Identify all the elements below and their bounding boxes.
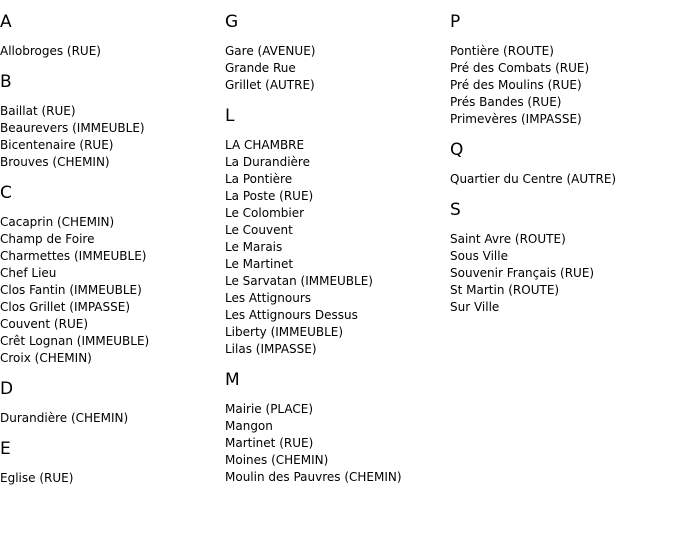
letter-group — [225, 106, 450, 358]
letter-group — [225, 370, 450, 486]
street-link[interactable]: Allobroges (RUE) — [0, 44, 101, 58]
street-link[interactable]: Martinet (RUE) — [225, 436, 314, 450]
street-link[interactable]: Chef Lieu — [0, 266, 57, 280]
street-list — [0, 410, 225, 427]
street-link[interactable]: Les Attignours — [225, 291, 312, 305]
street-list — [450, 43, 675, 128]
street-link[interactable]: Beaurevers (IMMEUBLE) — [0, 121, 145, 135]
street-link[interactable]: Pontière (ROUTE) — [450, 44, 554, 58]
street-list — [225, 137, 450, 358]
street-link[interactable]: La Pontière — [225, 172, 293, 186]
street-list — [450, 171, 675, 188]
letter-group — [450, 12, 675, 128]
street-link[interactable]: Liberty (IMMEUBLE) — [225, 325, 344, 339]
street-link[interactable]: Quartier du Centre (AUTRE) — [450, 172, 617, 186]
street-link[interactable]: Le Marais — [225, 240, 283, 254]
street-link[interactable]: Clos Grillet (IMPASSE) — [0, 300, 131, 314]
letter-heading: L — [225, 106, 235, 126]
street-list — [225, 43, 450, 94]
street-link[interactable]: Prés Bandes (RUE) — [450, 95, 562, 109]
street-link[interactable]: Charmettes (IMMEUBLE) — [0, 249, 147, 263]
street-link[interactable]: Crêt Lognan (IMMEUBLE) — [0, 334, 150, 348]
letter-heading: D — [0, 379, 14, 399]
street-link[interactable]: Baillat (RUE) — [0, 104, 76, 118]
letter-heading: C — [0, 183, 12, 203]
street-list — [0, 470, 225, 487]
street-list — [0, 103, 225, 171]
street-link[interactable]: Mairie (PLACE) — [225, 402, 314, 416]
letter-group — [0, 72, 225, 171]
street-link[interactable]: Durandière (CHEMIN) — [0, 411, 129, 425]
street-link[interactable]: Primevères (IMPASSE) — [450, 112, 582, 126]
letter-heading: B — [0, 72, 12, 92]
street-link[interactable]: Brouves (CHEMIN) — [0, 155, 110, 169]
street-list — [225, 401, 450, 486]
street-link[interactable]: Lilas (IMPASSE) — [225, 342, 317, 356]
letter-heading: M — [225, 370, 240, 390]
letter-heading: S — [450, 200, 461, 220]
letter-heading: A — [0, 12, 12, 32]
letter-group — [225, 12, 450, 94]
street-link[interactable]: Croix (CHEMIN) — [0, 351, 92, 365]
street-link[interactable]: Cacaprin (CHEMIN) — [0, 215, 115, 229]
street-link[interactable]: Clos Fantin (IMMEUBLE) — [0, 283, 142, 297]
street-link[interactable]: Couvent (RUE) — [0, 317, 89, 331]
letter-heading: E — [0, 439, 11, 459]
street-link[interactable]: Eglise (RUE) — [0, 471, 74, 485]
street-list — [0, 43, 225, 60]
letter-group — [450, 140, 675, 188]
street-link[interactable]: Moulin des Pauvres (CHEMIN) — [225, 470, 402, 484]
street-link[interactable]: Sous Ville — [450, 249, 508, 263]
street-link[interactable]: Le Sarvatan (IMMEUBLE) — [225, 274, 373, 288]
street-link[interactable]: Champ de Foire — [0, 232, 95, 246]
letter-heading: P — [450, 12, 461, 32]
street-link[interactable]: St Martin (ROUTE) — [450, 283, 560, 297]
street-link[interactable]: Sur Ville — [450, 300, 500, 314]
street-link[interactable]: Les Attignours Dessus — [225, 308, 358, 322]
street-list — [450, 231, 675, 316]
street-link[interactable]: Pré des Moulins (RUE) — [450, 78, 582, 92]
street-link[interactable]: Gare (AVENUE) — [225, 44, 316, 58]
letter-group — [0, 379, 225, 427]
letter-heading: G — [225, 12, 239, 32]
letter-group — [0, 12, 225, 60]
street-link[interactable]: Le Martinet — [225, 257, 294, 271]
letter-group — [0, 439, 225, 487]
street-link[interactable]: La Durandière — [225, 155, 310, 169]
street-link[interactable]: Pré des Combats (RUE) — [450, 61, 590, 75]
index-column-3 — [450, 0, 675, 316]
street-link[interactable]: Bicentenaire (RUE) — [0, 138, 114, 152]
index-column-1 — [0, 0, 225, 487]
street-link[interactable]: LA CHAMBRE — [225, 138, 305, 152]
street-link[interactable]: Grande Rue — [225, 61, 296, 75]
letter-heading: Q — [450, 140, 464, 160]
letter-group — [450, 200, 675, 316]
street-link[interactable]: Saint Avre (ROUTE) — [450, 232, 566, 246]
street-link[interactable]: Souvenir Français (RUE) — [450, 266, 595, 280]
street-link[interactable]: Le Couvent — [225, 223, 293, 237]
street-link[interactable]: Mangon — [225, 419, 273, 433]
street-link[interactable]: Moines (CHEMIN) — [225, 453, 329, 467]
index-column-2 — [225, 0, 450, 486]
street-link[interactable]: Grillet (AUTRE) — [225, 78, 315, 92]
street-link[interactable]: Le Colombier — [225, 206, 305, 220]
letter-group — [0, 183, 225, 367]
street-link[interactable]: La Poste (RUE) — [225, 189, 314, 203]
street-list — [0, 214, 225, 367]
